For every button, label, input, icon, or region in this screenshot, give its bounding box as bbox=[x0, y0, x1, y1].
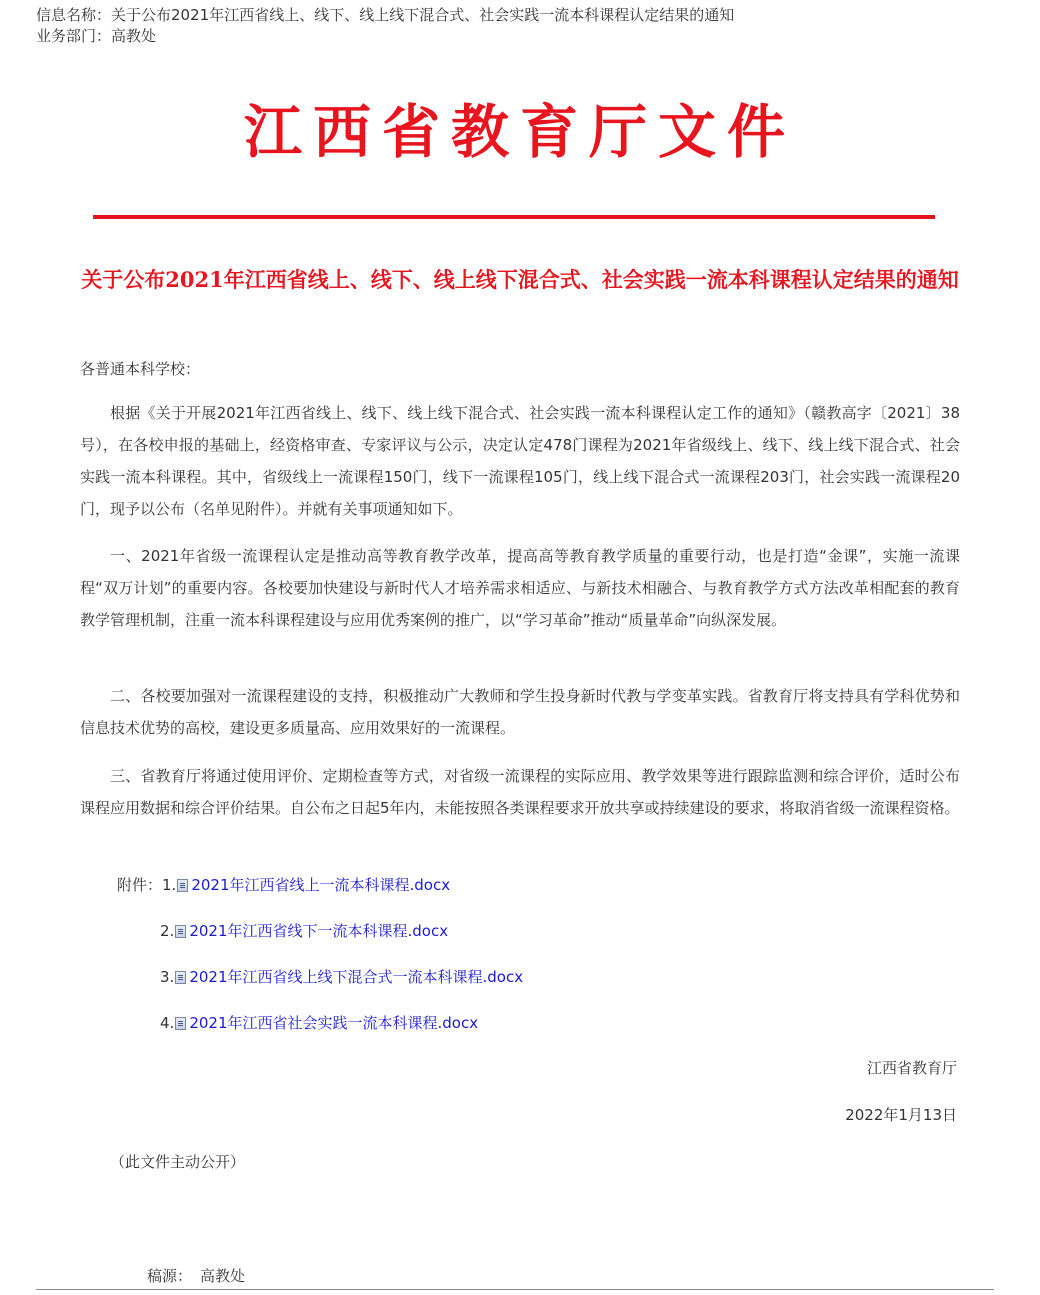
document-title: 关于公布2021年江西省线上、线下、线上线下混合式、社会实践一流本科课程认定结果的通知 bbox=[81, 267, 959, 292]
attachment-link-social-practice[interactable]: 2021年江西省社会实践一流本科课程.docx bbox=[189, 1014, 479, 1032]
attachment-item bbox=[117, 874, 450, 896]
attachments-label: 附件： bbox=[117, 876, 163, 894]
department-value: 高教处 bbox=[111, 27, 157, 45]
paragraph-intro: 根据《关于开展2021年江西省线上、线下、线上线下混合式、社会实践一流本科课程认定工作的通知》（赣教高字〔2021〕38号），在各校申报的基础上，经资格审查、专家评议与公示，决定认定478门课程为2021年省级线上、线下、线上线下混合式、社会实践一流本科课程。其中，省级线上一流课程150门，线下一流课程105门，线上线下混合式一流课程203门，社会实践一流课程20门，现予以公布（名单见附件）。并就有关事项通知如下。 bbox=[80, 404, 960, 518]
letterhead: 江西省教育厅文件 bbox=[243, 98, 796, 166]
paragraph-three: 三、省教育厅将通过使用评价、定期检查等方式，对省级一流课程的实际应用、教学效果等进行跟踪监测和综合评价，适时公布课程应用数据和综合评价结果。自公布之日起5年内，未能按照各类课程要求开放共享或持续建设的要求，将取消省级一流课程资格。 bbox=[80, 767, 960, 817]
attachment-number: 4. bbox=[160, 1014, 175, 1032]
attachment-item bbox=[160, 920, 448, 942]
attachment-link-online[interactable]: 2021年江西省线上一流本科课程.docx bbox=[191, 876, 451, 894]
info-name-line bbox=[36, 5, 734, 25]
docx-file-icon bbox=[177, 879, 188, 892]
attachment-item bbox=[160, 1012, 478, 1034]
source-label: 稿源： bbox=[147, 1267, 193, 1285]
paragraph-two: 二、各校要加强对一流课程建设的支持，积极推动广大教师和学生投身新时代教与学变革实践。省教育厅将支持具有学科优势和信息技术优势的高校，建设更多质量高、应用效果好的一流课程。 bbox=[80, 687, 960, 737]
salutation: 各普通本科学校： bbox=[80, 360, 201, 378]
docx-file-icon bbox=[175, 1017, 186, 1030]
attachment-link-offline[interactable]: 2021年江西省线下一流本科课程.docx bbox=[189, 922, 449, 940]
signature-date: 2022年1月13日 bbox=[845, 1106, 957, 1124]
docx-file-icon bbox=[175, 925, 186, 938]
info-name-value: 关于公布2021年江西省线上、线下、线上线下混合式、社会实践一流本科课程认定结果的通知 bbox=[111, 6, 735, 24]
info-name-label: 信息名称： bbox=[36, 6, 112, 24]
attachment-number: 1. bbox=[162, 876, 177, 894]
source-line bbox=[147, 1266, 245, 1286]
letterhead-divider bbox=[93, 215, 935, 219]
paragraph-one: 一、2021年省级一流课程认定是推动高等教育教学改革，提高高等教育教学质量的重要行动，也是打造“金课”，实施一流课程“双万计划”的重要内容。各校要加快建设与新时代人才培养需求相适应、与新技术相融合、与教育教学方式方法改革相配套的教育教学管理机制，注重一流本科课程建设与应用优秀案例的推广，以“学习革命”推动“质量革命”向纵深发展。 bbox=[80, 547, 960, 629]
attachment-number: 2. bbox=[160, 922, 175, 940]
source-value: 高教处 bbox=[200, 1267, 246, 1285]
public-disclosure-note: （此文件主动公开） bbox=[110, 1153, 246, 1171]
signature-org: 江西省教育厅 bbox=[866, 1059, 957, 1077]
docx-file-icon bbox=[175, 971, 186, 984]
department-label: 业务部门： bbox=[36, 27, 112, 45]
attachment-item bbox=[160, 966, 523, 988]
bottom-divider bbox=[36, 1289, 994, 1290]
attachment-link-blended[interactable]: 2021年江西省线上线下混合式一流本科课程.docx bbox=[189, 968, 524, 986]
attachment-number: 3. bbox=[160, 968, 175, 986]
department-line bbox=[36, 26, 156, 46]
